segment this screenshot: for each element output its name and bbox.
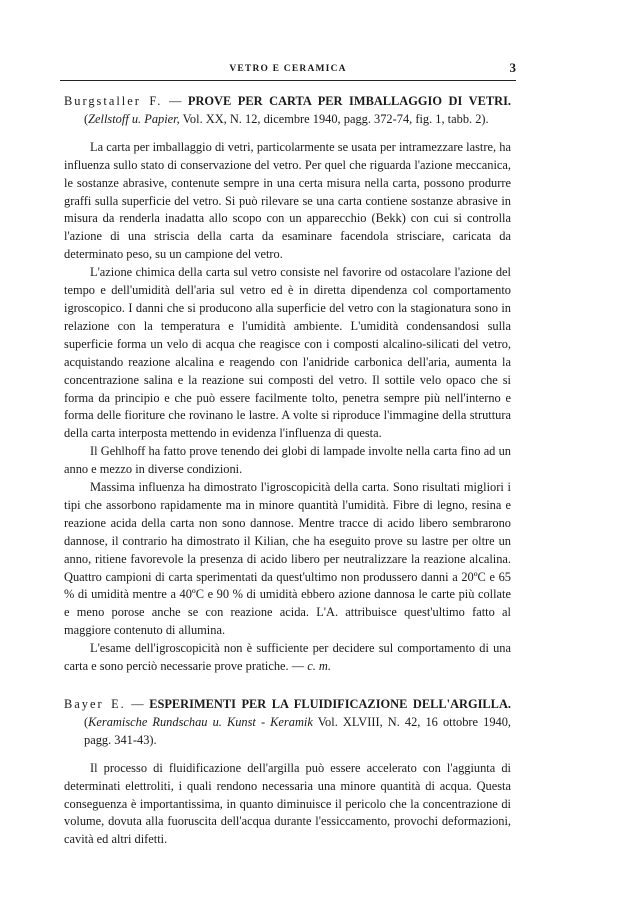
entry-dash: — xyxy=(125,697,150,711)
paragraph: Il Gehlhoff ha fatto prove tenendo dei globi di lampade involte nella carta fino ad un anno e mezzo in diverse condizioni. xyxy=(64,444,511,477)
paragraph: L'azione chimica della carta sul vetro consiste nel favorire od ostacolare l'azione del tempo e dell'umidità dell'aria sul vetro ed è in diretta dipendenza col comportamento igroscopico. I danni che si producono alla superficie del vetro con la stagionatura sono in relazione con la temperatura e l'umidità ambiente. L'umidità condensandosi sulla superficie forma un velo di acqua che reagisce con i composti alcalino-silicati del vetro, acquistando reazione alcalina e reagendo con l'anidride carbonica dell'aria, aumenta la concentrazione salina e la reazione sui composti del vetro. Il sottile velo opaco che si forma da principio e che può essere facilmente tolto, penetra sempre più nell'interno e forma delle fioriture che rovinano le lastre. A volte si riproduce l'immagine della struttura della carta interposta mettendo in evidenza l'influenza di questa. xyxy=(64,265,511,441)
entry-heading-bayer xyxy=(64,696,511,750)
entry-ref-open: ( xyxy=(84,714,89,729)
entry-dash: — xyxy=(162,94,188,108)
running-title: VETRO E CERAMICA xyxy=(229,64,347,74)
entry-heading-burgstaller xyxy=(64,93,511,129)
paragraph-text: L'esame dell'igroscopicità non è sufficiente per decidere sul comportamento di una carta e sono perciò necessarie prove pratiche. — xyxy=(64,641,511,674)
entry-reference: Vol. XX, N. 12, dicembre 1940, pagg. 372-74, fig. 1, tabb. 2). xyxy=(179,111,489,126)
page-header xyxy=(60,60,516,82)
entry-separator xyxy=(64,676,511,696)
entry-title: PROVE PER CARTA PER IMBALLAGGIO DI VETRI. xyxy=(187,94,511,108)
entry-author: Burgstaller F. xyxy=(64,94,163,108)
page-content xyxy=(64,93,511,849)
paragraph: Massima influenza ha dimostrato l'igroscopicità della carta. Sono risultati migliori i tipi che assorbono rapidamente ma in minore quantità l'umidità. Fibre di legno, resina e reazione acida della carta non sono dannose. Mentre tracce di acido libero sembrarono dannose, il contrario ha dimostrato il Kilian, che ha eseguito prove su lastre per oltre un anno, ritiene favorevole la presenza di acido libero per neutralizzare la reazione alcalina. Quattro campioni di carta sperimentati da quest'ultimo non produssero danni a 20ºC e 65 % di umidità mentre a 40ºC e 90 % di umidità ebbero azione dannosa le carte più collate e meno porose anche se con reazione acida. L'A. attribuisce quest'ultimo fatto al maggiore contenuto di allumina. xyxy=(64,480,511,638)
paragraph: La carta per imballaggio di vetri, particolarmente se usata per intramezzare lastre, ha influenza sullo stato di conservazione del vetro. Per quel che riguarda l'azione meccanica, le sostanze abrasive, contenute sempre in una certa misura nella carta, possono produrre graffi sulla superficie del vetro. Si può rilevare se una carta contiene sostanze abrasive in misura da renderla inadatta allo scopo con un apparecchio (Bekk) con cui si controlla l'azione di una striscia della carta da esaminare facendola strisciare, caricata da determinato peso, su un campione del vetro. xyxy=(64,139,511,262)
entry-reference: Vol. XLVIII, N. 42, 16 ottobre 1940, pagg. 341-43). xyxy=(84,714,512,747)
paragraph-last xyxy=(64,640,511,676)
entry-title: ESPERIMENTI PER LA FLUIDIFICAZIONE DELL'ARGILLA. xyxy=(149,697,511,711)
entry-author: Bayer E. xyxy=(64,697,126,711)
paragraph: Il processo di fluidificazione dell'argilla può essere accelerato con l'aggiunta di determinati elettroliti, i quali rendono necessaria una minore quantità di acqua. Questa conseguenza è importantissima, in quanto diminuisce il pericolo che la concentrazione di volume, dovuta alla fuoruscita dell'acqua durante l'essiccamento, provochi deformazioni, cavità ed altri difetti. xyxy=(64,760,511,847)
header-rule xyxy=(60,80,516,81)
entry-ref-open: ( xyxy=(84,111,89,126)
reviewer-signature: c. m. xyxy=(307,659,331,674)
entry-journal: Keramische Rundschau u. Kunst - Keramik xyxy=(88,714,313,729)
page-number: 3 xyxy=(509,60,516,75)
entry-journal: Zellstoff u. Papier, xyxy=(88,111,180,126)
